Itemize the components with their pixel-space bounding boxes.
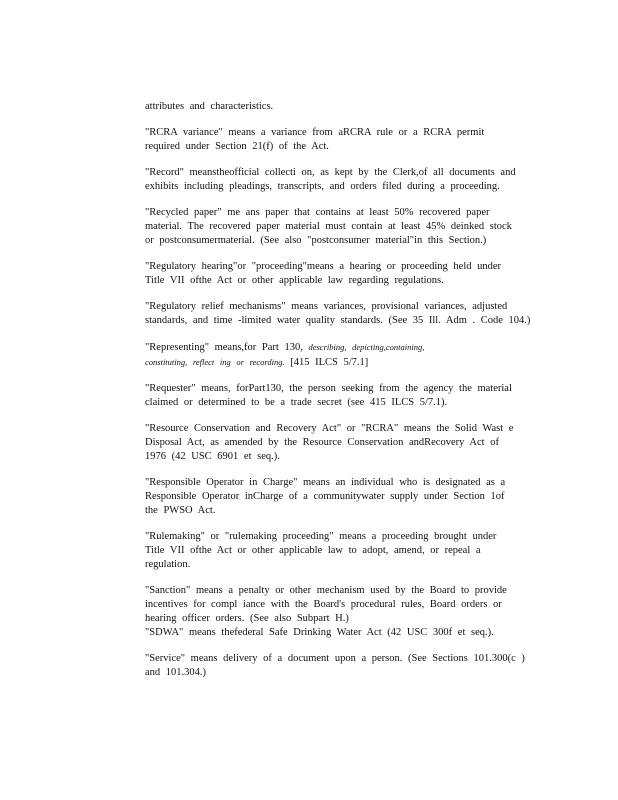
text-line: claimed or determined to be a trade secret (see 415 ILCS 5/7.1). <box>145 397 448 408</box>
text-line: "Service" means delivery of a document upon a person. (See Sections 101.300(c ) <box>145 653 525 664</box>
text-line: attributes and characteristics. <box>145 101 274 112</box>
text-line: Responsible Operator inCharge of a communitywater supply under Section 1of <box>145 491 505 502</box>
text-line: 1976 (42 USC 6901 et seq.). <box>145 451 280 462</box>
italic-text: recording. <box>249 357 285 367</box>
italic-text: describing, <box>308 342 347 352</box>
text-line: and 101.304.) <box>145 667 207 678</box>
text-line: "Sanction" means a penalty or other mechanism used by the Board to provide <box>145 585 507 596</box>
text-line: "Recycled paper" me ans paper that contains at least 50% recovered paper <box>145 207 490 218</box>
definition-responsible-operator <box>145 476 525 518</box>
text-line: Title VII ofthe Act or other applicable law regarding regulations. <box>145 275 444 286</box>
definition-sanction <box>145 584 525 626</box>
text-line: "Regulatory relief mechanisms" means variances, provisional variances, adjusted <box>145 301 508 312</box>
definition-regulatory-relief <box>145 300 531 328</box>
text-line: "SDWA" means thefederal Safe Drinking Water Act (42 USC 300f et seq.). <box>145 627 494 638</box>
text-line: incentives for compl iance with the Board's procedural rules, Board orders or <box>145 599 502 610</box>
text-line: Title VII ofthe Act or other applicable law to adopt, amend, or repeal a <box>145 545 481 556</box>
italic-text: or <box>236 357 244 367</box>
text-line: "Responsible Operator in Charge" means an individual who is designated as a <box>145 477 506 488</box>
definition-rcra-variance <box>145 126 525 154</box>
text-line: "RCRA variance" means a variance from aRCRA rule or a RCRA permit <box>145 127 485 138</box>
italic-text: depicting,containing, <box>352 342 425 352</box>
text-line: or postconsumermaterial. (See also "postconsumer material"in this Section.) <box>145 235 487 246</box>
paragraph-attributes <box>145 100 525 114</box>
text-line: Disposal Act, as amended by the Resource Conservation andRecovery Act of <box>145 437 499 448</box>
definition-regulatory-hearing <box>145 260 525 288</box>
italic-text: ing <box>219 357 231 367</box>
italic-text: reflect <box>192 357 215 367</box>
definition-requester <box>145 382 525 410</box>
definition-representing <box>145 340 525 370</box>
text-line: standards, and time -limited water quality standards. (See 35 Ill. Adm . Code 104.) <box>145 315 531 326</box>
document-body <box>145 100 531 692</box>
definition-rcra <box>145 422 525 464</box>
text-line: "Resource Conservation and Recovery Act" or "RCRA" means the Solid Wast e <box>145 423 514 434</box>
definition-recycled-paper <box>145 206 525 248</box>
text-line: the PWSO Act. <box>145 505 216 516</box>
definition-sdwa <box>145 626 525 640</box>
text-line: regulation. <box>145 559 191 570</box>
definition-record <box>145 166 525 194</box>
text-line: exhibits including pleadings, transcripts, and orders filed during a proceeding. <box>145 181 500 192</box>
text-line: hearing officer orders. (See also Subpart H.) <box>145 613 349 624</box>
text-line: "Rulemaking" or "rulemaking proceeding" means a proceeding brought under <box>145 531 497 542</box>
italic-text: constituting, <box>145 357 188 367</box>
text-line: "Regulatory hearing"or "proceeding"means a hearing or proceeding held under <box>145 261 502 272</box>
text-line: required under Section 21(f) of the Act. <box>145 141 329 152</box>
text-line: material. The recovered paper material must contain at least 45% deinked stock <box>145 221 512 232</box>
text-line: constituting, reflect ing or recording. [415 ILCS 5/7.1] <box>145 357 369 368</box>
text-line: "Record" meanstheofficial collecti on, as kept by the Clerk,of all documents and <box>145 167 516 178</box>
text-line: "Representing" means,for Part 130, describing, depicting,containing, <box>145 342 425 353</box>
text-line: "Requester" means, forPart130, the person seeking from the agency the material <box>145 383 512 394</box>
definition-rulemaking <box>145 530 525 572</box>
definition-service <box>145 652 525 680</box>
